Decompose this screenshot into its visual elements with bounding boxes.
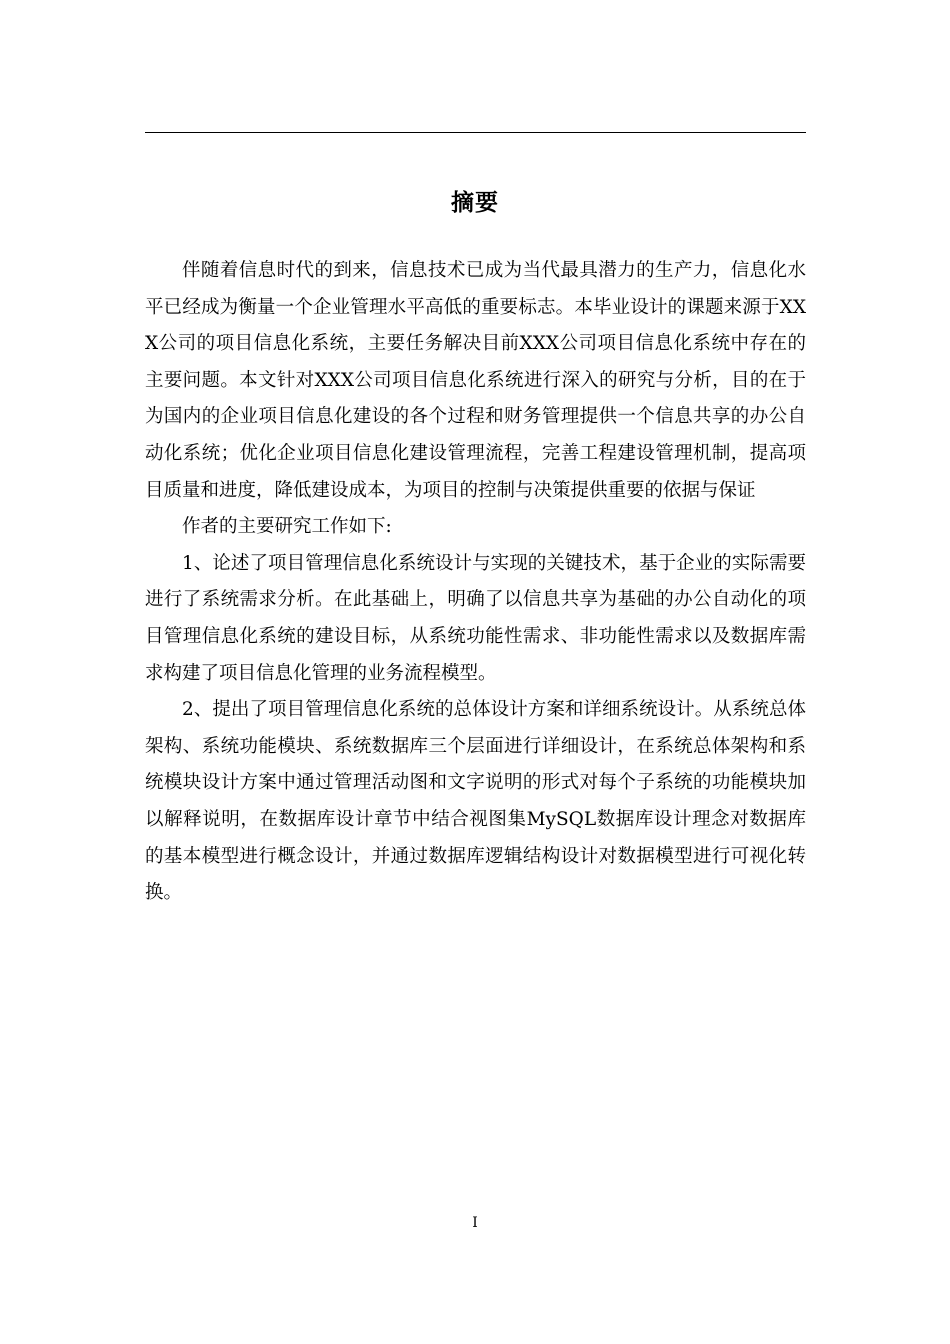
- header-rule: [145, 132, 806, 133]
- abstract-body: [145, 253, 806, 912]
- paragraph: 作者的主要研究工作如下:: [182, 516, 392, 538]
- page-number: I: [472, 1215, 478, 1231]
- paragraph: 伴随着信息时代的到来，信息技术已成为当代最具潜力的生产力，信息化水平已经成为衡量一个企业管理水平高低的重要标志。本毕业设计的课题来源于XXX公司的项目信息化系统，主要任务解决目前XXX公司项目信息化系统中存在的主要问题。本文针对XXX公司项目信息化系统进行深入的研究与分析，目的在于为国内的企业项目信息化建设的各个过程和财务管理提供一个信息共享的办公自动化系统；优化企业项目信息化建设管理流程，完善工程建设管理机制，提高项目质量和进度，降低建设成本，为项目的控制与决策提供重要的依据与保证: [145, 260, 806, 501]
- paragraph: 2、提出了项目管理信息化系统的总体设计方案和详细系统设计。从系统总体架构、系统功能模块、系统数据库三个层面进行详细设计，在系统总体架构和系统模块设计方案中通过管理活动图和文字说明的形式对每个子系统的功能模块加以解释说明，在数据库设计章节中结合视图集MySQL数据库设计理念对数据库的基本模型进行概念设计，并通过数据库逻辑结构设计对数据模型进行可视化转换。: [145, 699, 806, 904]
- paragraph: 1、论述了项目管理信息化系统设计与实现的关键技术，基于企业的实际需要进行了系统需求分析。在此基础上，明确了以信息共享为基础的办公自动化的项目管理信息化系统的建设目标，从系统功能性需求、非功能性需求以及数据库需求构建了项目信息化管理的业务流程模型。: [145, 552, 806, 684]
- page-title: 摘要: [451, 189, 499, 216]
